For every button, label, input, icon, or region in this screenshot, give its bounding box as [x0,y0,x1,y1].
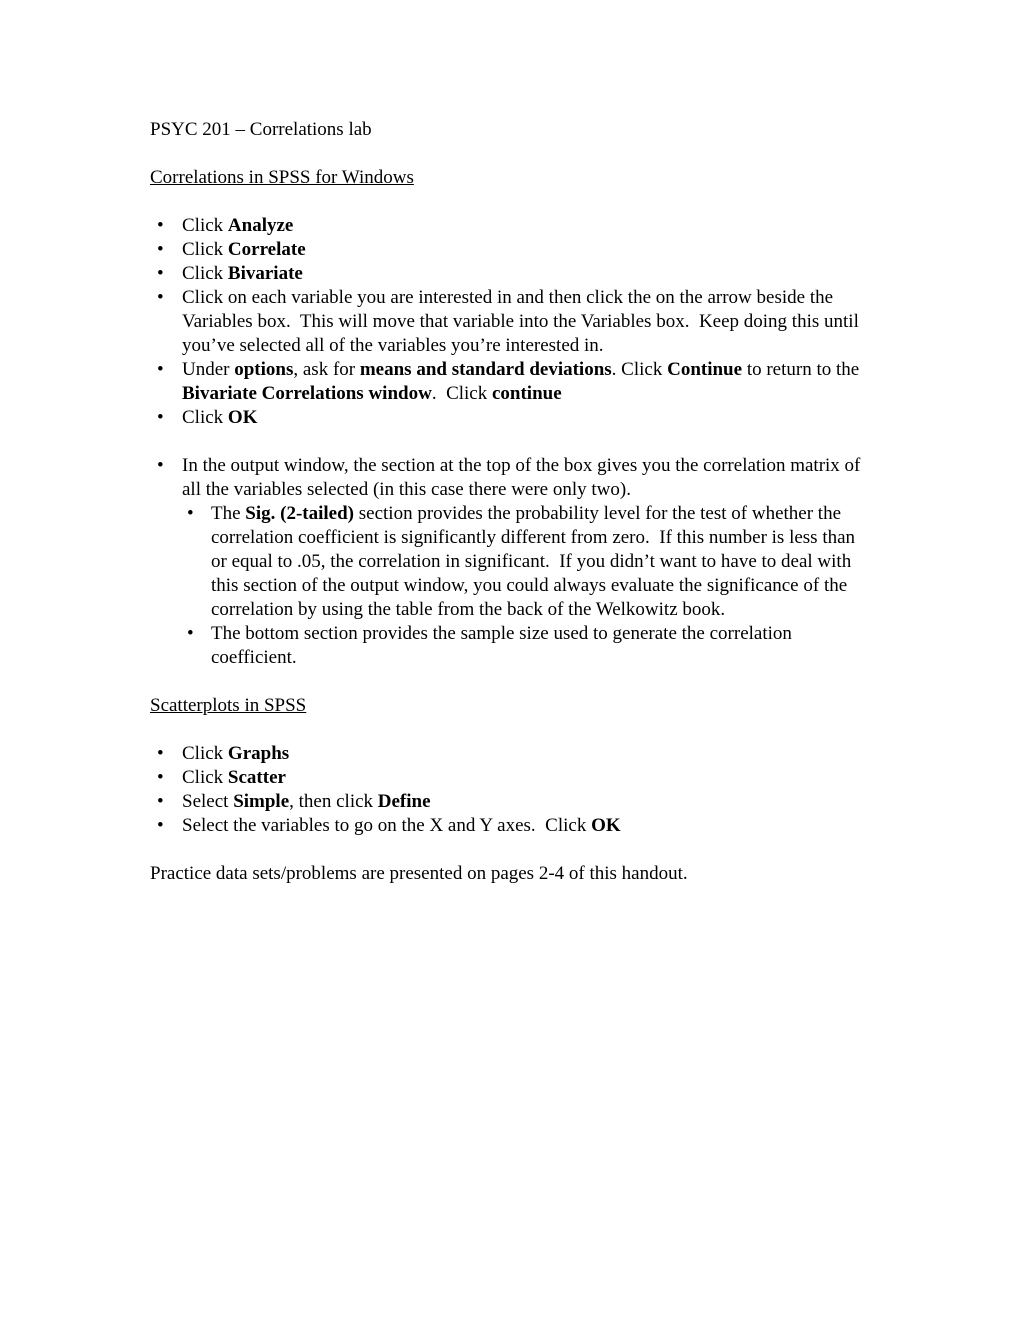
closing-paragraph: Practice data sets/problems are presented on pages 2-4 of this handout. [150,863,688,884]
list-item [150,358,870,406]
spacer [150,670,870,694]
bullet-icon: • [157,287,164,308]
sub-list-item [150,502,870,622]
list-item-text: Select Simple, then click Define [182,791,431,812]
output-notes-list [150,454,870,670]
list-item [150,790,870,814]
spacer [150,142,870,166]
correlations-steps-list [150,214,870,430]
list-item-text: Under options, ask for means and standard deviations. Click Continue to return to the Bivariate Correlations window. Click continue [182,359,864,404]
scatterplots-steps-list [150,742,870,838]
list-item [150,406,870,430]
spacer [150,838,870,862]
list-item-text: The Sig. (2-tailed) section provides the probability level for the test of whether the correlation coefficient is significantly different from zero. If this number is less than or equal to .05, the correlation in significant. If you didn’t want to have to deal with this section of the output window, you could always evaluate the significance of the correlation by using the table from the back of the Welkowitz book. [211,503,860,620]
bullet-icon: • [187,503,194,524]
section-heading-correlations: Correlations in SPSS for Windows [150,167,414,188]
list-item [150,814,870,838]
bullet-icon: • [157,239,164,260]
list-item-text: Click on each variable you are interested in and then click the on the arrow beside the Variables box. This will move that variable into the Variables box. Keep doing this until you’ve selected all of the variables you’re interested in. [182,287,864,356]
list-item [150,742,870,766]
list-item-text: Click Analyze [182,215,294,236]
bullet-icon: • [157,767,164,788]
spacer [150,190,870,214]
list-item-text: In the output window, the section at the top of the box gives you the correlation matrix of all the variables selected (in this case there were only two). [182,455,866,500]
list-item-text: Click OK [182,407,258,428]
bullet-icon: • [157,215,164,236]
spacer [150,430,870,454]
bullet-icon: • [157,263,164,284]
spacer [150,718,870,742]
section-heading-scatterplots: Scatterplots in SPSS [150,695,307,716]
bullet-icon: • [157,791,164,812]
sub-list-item [150,622,870,670]
list-item [150,214,870,238]
list-item-text: Click Bivariate [182,263,303,284]
page-title: PSYC 201 – Correlations lab [150,119,372,140]
list-item [150,766,870,790]
bullet-icon: • [187,623,194,644]
list-item [150,286,870,358]
list-item [150,238,870,262]
list-item-text: The bottom section provides the sample size used to generate the correlation coefficient. [211,623,797,668]
list-item [150,454,870,502]
list-item-text: Click Scatter [182,767,286,788]
list-item-text: Click Correlate [182,239,306,260]
bullet-icon: • [157,455,164,476]
bullet-icon: • [157,407,164,428]
bullet-icon: • [157,359,164,380]
list-item-text: Select the variables to go on the X and Y axes. Click OK [182,815,621,836]
list-item-text: Click Graphs [182,743,290,764]
bullet-icon: • [157,743,164,764]
list-item [150,262,870,286]
bullet-icon: • [157,815,164,836]
